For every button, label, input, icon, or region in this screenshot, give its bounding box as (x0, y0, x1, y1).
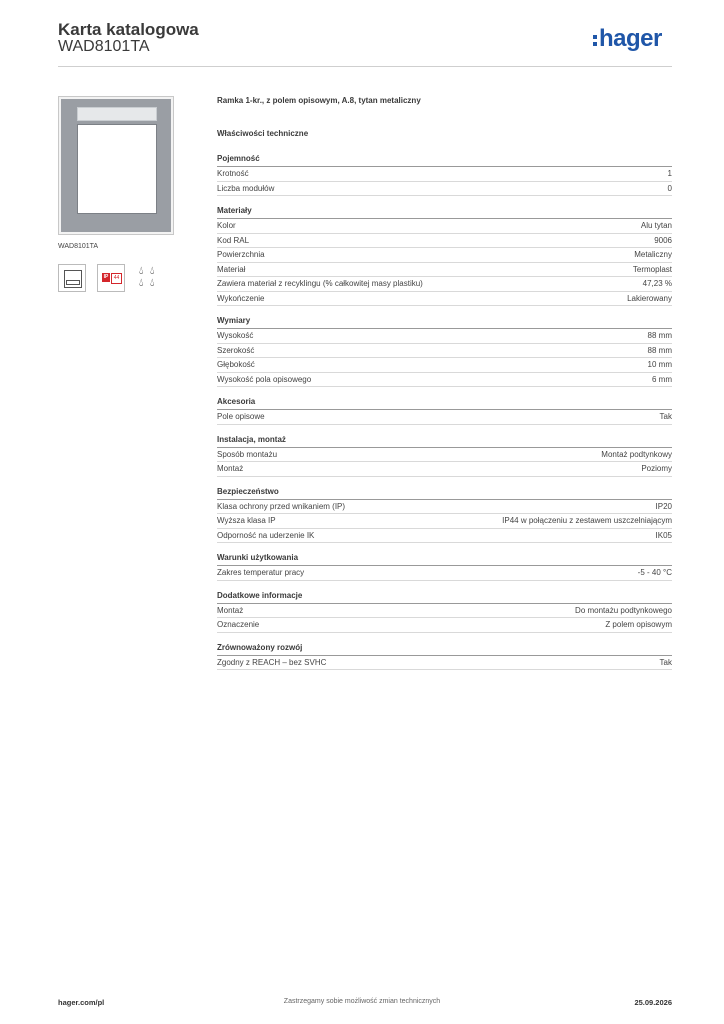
spec-label: Zawiera materiał z recyklingu (% całkowitej masy plastiku) (217, 279, 423, 288)
spec-group (217, 435, 672, 477)
spec-row (217, 566, 672, 581)
spec-value: Metaliczny (634, 250, 672, 259)
spec-label: Wyższa klasa IP (217, 516, 276, 525)
spec-row (217, 514, 672, 529)
product-code: WAD8101TA (58, 38, 150, 55)
spec-groups (217, 154, 672, 670)
spec-value: Montaż podtynkowy (601, 449, 672, 459)
spec-value: Alu tytan (640, 221, 672, 230)
spec-label: Głębokość (217, 360, 255, 369)
hager-logo[interactable] (593, 27, 662, 51)
spec-row (217, 462, 672, 477)
spec-value: 0 (667, 183, 672, 193)
spec-label: Wysokość (217, 331, 254, 340)
logo-dots-icon (593, 35, 597, 46)
spec-label: Montaż (217, 464, 244, 473)
spec-label: Zgodny z REACH – bez SVHC (217, 657, 327, 667)
label-field (77, 107, 157, 121)
spec-group-title: Warunki użytkowania (217, 553, 672, 566)
header-divider (58, 66, 672, 67)
product-title: Ramka 1-kr., z polem opisowym, A.8, tytan metaliczny (217, 96, 421, 105)
spec-group (217, 643, 672, 671)
spec-value: 47,23 % (642, 279, 672, 288)
spec-value: IP20 (655, 501, 672, 511)
spec-label: Krotność (217, 169, 249, 178)
spec-group (217, 591, 672, 633)
spec-row (217, 500, 672, 515)
spec-value: 9006 (654, 235, 672, 245)
spec-group (217, 553, 672, 581)
spec-group-title: Wymiary (217, 316, 672, 329)
spec-label: Szerokość (217, 345, 255, 355)
spec-row (217, 373, 672, 388)
spec-row (217, 618, 672, 633)
spec-group (217, 397, 672, 425)
spec-value: IK05 (655, 530, 672, 540)
spec-label: Liczba modułów (217, 183, 275, 193)
spec-group-title: Dodatkowe informacje (217, 591, 672, 604)
spec-row (217, 263, 672, 278)
spec-label: Sposób montażu (217, 449, 278, 459)
spec-label: Wykończenie (217, 293, 265, 303)
section-heading: Właściwości techniczne (217, 129, 309, 138)
footer-date: 25.09.2026 (634, 998, 672, 1007)
spec-group-title: Instalacja, montaż (217, 435, 672, 448)
spec-row (217, 277, 672, 292)
spec-label: Wysokość pola opisowego (217, 374, 312, 384)
spec-row (217, 604, 672, 619)
spec-value: -5 - 40 °C (637, 568, 672, 577)
spec-row (217, 219, 672, 234)
spec-row (217, 529, 672, 544)
spec-value: 88 mm (647, 345, 672, 355)
frame-body (61, 99, 171, 232)
spec-value: Tak (659, 657, 672, 667)
spec-value: Termoplast (632, 264, 672, 274)
spec-content (217, 96, 672, 680)
footer-disclaimer: Zastrzegamy sobie możliwość zmian technicznych (283, 998, 441, 1005)
spec-group-title: Bezpieczeństwo (217, 487, 672, 500)
logo-text: hager (599, 25, 662, 52)
spec-label: Zakres temperatur pracy (217, 568, 305, 577)
spec-value: Do montażu podtynkowego (575, 605, 672, 615)
spec-row (217, 329, 672, 344)
spec-group-title: Zrównoważony rozwój (217, 643, 672, 656)
spec-row (217, 410, 672, 425)
spec-row (217, 448, 672, 463)
spec-row (217, 234, 672, 249)
spec-label: Powierzchnia (217, 250, 265, 259)
spec-label: Kolor (217, 221, 236, 230)
flush-mount-icon (58, 264, 86, 292)
spec-row (217, 182, 672, 197)
water-drops-icon: 💧︎ 💧︎ 💧︎ 💧︎ (136, 264, 164, 292)
spec-value: Tak (659, 412, 672, 421)
spec-row (217, 167, 672, 182)
spec-row (217, 248, 672, 263)
spec-value: 10 mm (647, 360, 672, 369)
frame-opening (77, 124, 157, 214)
spec-label: Odporność na uderzenie IK (217, 530, 315, 540)
spec-row (217, 292, 672, 307)
spec-group (217, 154, 672, 196)
spec-group (217, 206, 672, 306)
spec-value: IP44 w połączeniu z zestawem uszczelniającym (502, 516, 672, 525)
spec-value: Lakierowany (627, 293, 672, 303)
spec-group-title: Materiały (217, 206, 672, 219)
spec-label: Kod RAL (217, 235, 250, 245)
spec-value: 1 (667, 169, 672, 178)
spec-value: 88 mm (647, 331, 672, 340)
footer-website[interactable]: hager.com/pl (58, 998, 105, 1007)
spec-group-title: Akcesoria (217, 397, 672, 410)
spec-group-title: Pojemność (217, 154, 672, 167)
spec-label: Pole opisowe (217, 412, 265, 421)
spec-label: Klasa ochrony przed wnikaniem (IP) (217, 501, 346, 511)
spec-row (217, 358, 672, 373)
image-caption: WAD8101TA (58, 243, 99, 250)
spec-value: Poziomy (641, 464, 672, 473)
document-title: Karta katalogowa (58, 20, 199, 39)
spec-group (217, 316, 672, 387)
spec-label: Materiał (217, 264, 246, 274)
spec-value: Z polem opisowym (605, 620, 672, 629)
spec-row (217, 344, 672, 359)
spec-value: 6 mm (652, 374, 672, 384)
spec-group (217, 487, 672, 544)
product-image (58, 96, 174, 235)
spec-label: Oznaczenie (217, 620, 260, 629)
ip-rating-icon: IP 44 (97, 264, 125, 292)
spec-label: Montaż (217, 605, 244, 615)
spec-row (217, 656, 672, 671)
